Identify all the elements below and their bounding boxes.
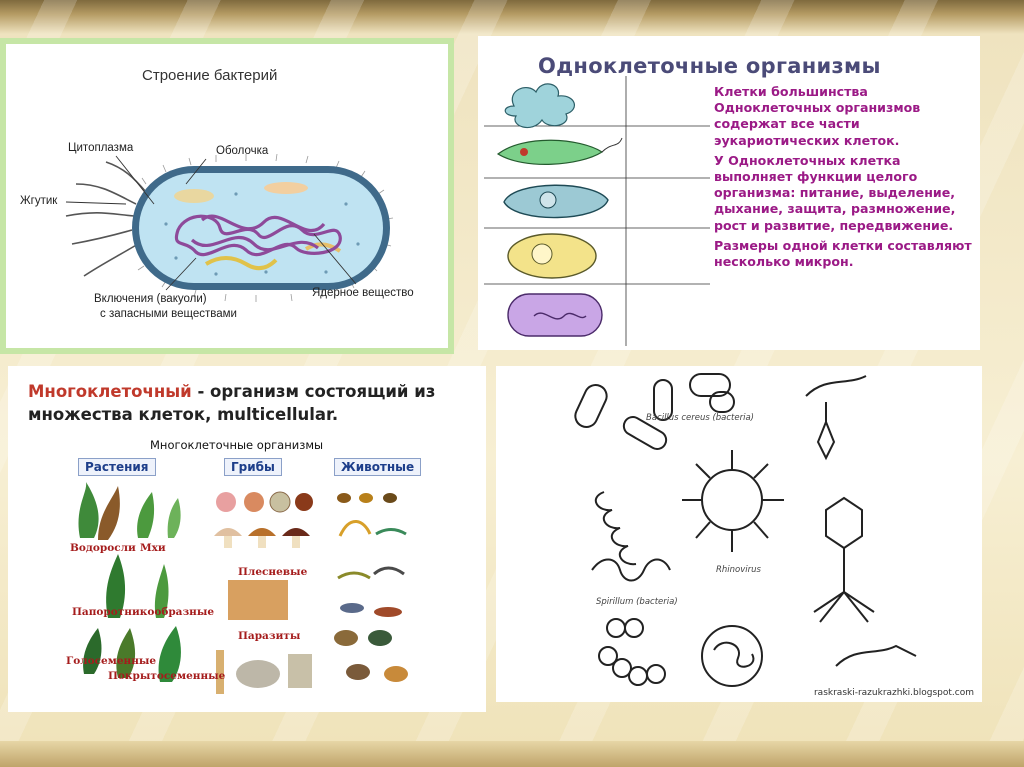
watermark: raskraski-razukrazhki.blogspot.com bbox=[813, 688, 974, 698]
euglena-flagellum bbox=[602, 138, 622, 152]
microbes-panel bbox=[496, 366, 982, 702]
paramecium-vacuole bbox=[540, 192, 556, 208]
spirillum-illustration bbox=[596, 492, 636, 564]
inclusion bbox=[264, 182, 308, 194]
bottom-bar bbox=[0, 741, 1024, 767]
yeast-vacuole bbox=[532, 244, 552, 264]
bacteriophage-lambda bbox=[818, 402, 834, 458]
unicellular-text bbox=[714, 84, 978, 274]
multicellular-subtitle: Многоклеточные организмы bbox=[150, 438, 324, 452]
spirillum-illustration bbox=[592, 560, 670, 581]
category-fungi: Грибы bbox=[224, 458, 282, 476]
unicellular-panel bbox=[478, 36, 980, 350]
amoeba-illustration bbox=[505, 84, 574, 128]
rhinovirus-illustration bbox=[702, 470, 762, 530]
label-nuclear: Ядерное вещество bbox=[312, 287, 414, 299]
multicellular-panel bbox=[8, 366, 486, 712]
animal-illustrations bbox=[334, 493, 408, 682]
inclusion bbox=[174, 189, 214, 203]
group-mold: Плесневые bbox=[238, 566, 308, 578]
misc-organism bbox=[836, 646, 916, 666]
label-spirillum: Spirillum (bacteria) bbox=[596, 597, 678, 607]
bacillus-illustration bbox=[572, 381, 611, 430]
group-mosses: Мхи bbox=[140, 542, 166, 554]
label-inclusions-2: с запасными веществами bbox=[100, 308, 237, 320]
label-flagellum: Жгутик bbox=[20, 195, 58, 207]
label-bacillus: Bacillus cereus (bacteria) bbox=[646, 413, 754, 423]
bacteria-title: Строение бактерий bbox=[142, 67, 278, 84]
unicellular-para-1: Клетки большинства Одноклеточных организмов содержат все части эукариотических клеток. bbox=[714, 84, 921, 148]
unicellular-para-2: У Одноклеточных клетка выполняет функции целого организма: питание, выделение, дыхание, защита, размножение, рост и развитие, передвижение. bbox=[714, 152, 956, 233]
group-angiosperms: Покрытосеменные bbox=[108, 670, 226, 682]
plant-illustrations bbox=[78, 482, 180, 682]
rhinovirus-spikes bbox=[682, 450, 784, 552]
bacteriophage-t2 bbox=[826, 498, 862, 548]
label-cytoplasm: Цитоплазма bbox=[68, 142, 134, 154]
unicellular-illustrations bbox=[484, 76, 710, 346]
bacteria-diagram bbox=[6, 44, 448, 348]
euglena-illustration bbox=[498, 140, 602, 164]
bacillus-illustration bbox=[508, 294, 602, 336]
euglena-eyespot bbox=[520, 148, 528, 156]
label-membrane: Оболочка bbox=[216, 145, 269, 157]
group-gymnosperms: Голосеменные bbox=[66, 655, 157, 667]
coiled-cell-dna bbox=[714, 643, 753, 667]
group-parasites: Паразиты bbox=[238, 630, 301, 642]
multicellular-definition: - организм состоящий из множества клеток, multicellular. bbox=[28, 382, 436, 424]
microbes-drawing bbox=[496, 366, 982, 702]
group-algae: Водоросли bbox=[70, 542, 136, 554]
category-plants: Растения bbox=[78, 458, 156, 476]
bacteriophage-lambda-tail bbox=[806, 376, 866, 396]
unicellular-para-3: Размеры одной клетки составляют несколько микрон. bbox=[714, 237, 972, 270]
multicellular-highlight: Многоклеточный bbox=[28, 382, 192, 401]
label-rhinovirus: Rhinovirus bbox=[716, 565, 761, 575]
bacteriophage-t2-legs bbox=[814, 592, 874, 622]
label-inclusions-1: Включения (вакуоли) bbox=[94, 293, 207, 305]
category-animals: Животные bbox=[334, 458, 421, 476]
group-ferns: Папоротникообразные bbox=[72, 606, 215, 618]
multicellular-title bbox=[28, 380, 478, 426]
bacteria-structure-panel bbox=[0, 38, 454, 354]
fungi-illustrations bbox=[214, 492, 313, 694]
unicellular-title: Одноклеточные организмы bbox=[538, 54, 881, 78]
